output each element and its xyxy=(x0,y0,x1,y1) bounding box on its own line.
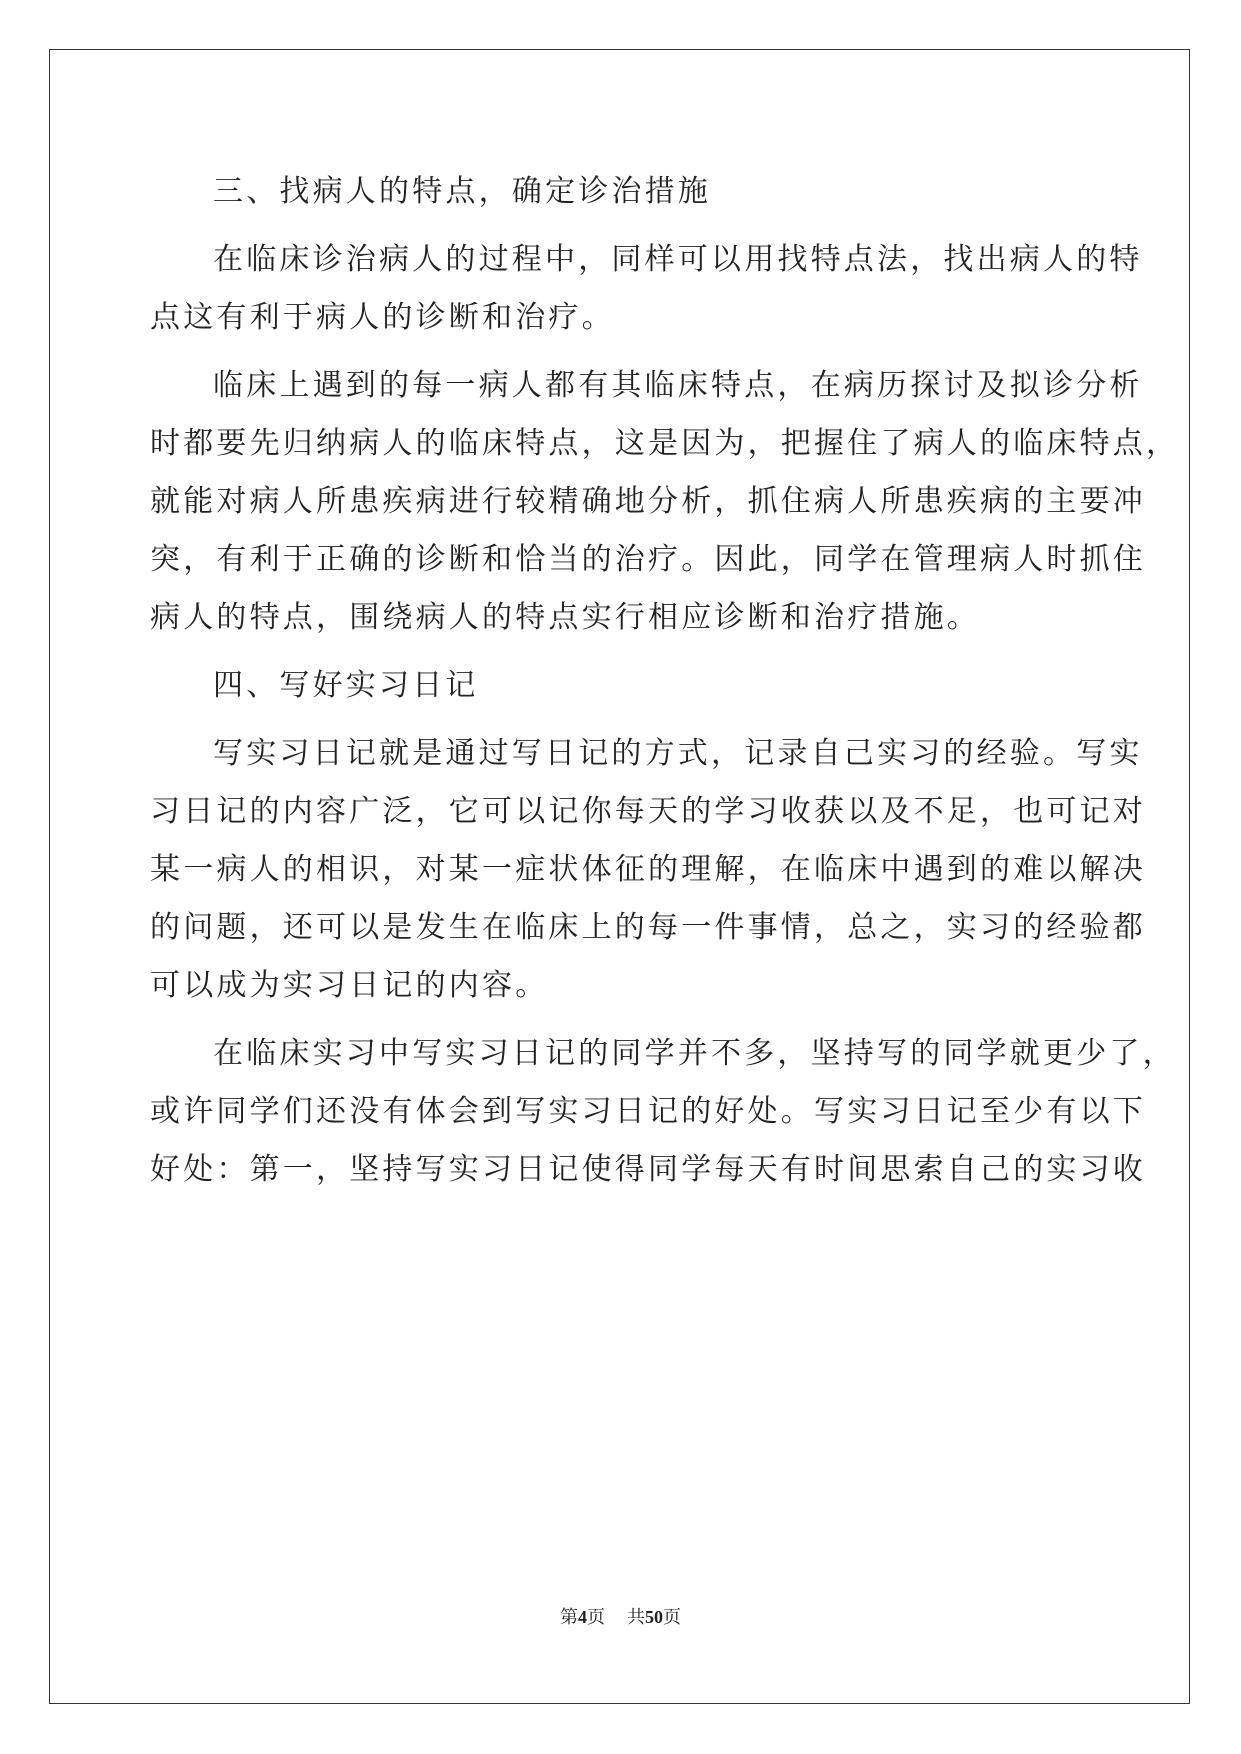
paragraph-line: 病人的特点，围绕病人的特点实行相应诊断和治疗措施。 xyxy=(150,600,980,635)
section-heading-3: 三、找病人的特点，确定诊治措施 xyxy=(213,174,711,209)
total-pages: 50 xyxy=(645,1607,663,1627)
page-footer xyxy=(0,1603,1241,1629)
paragraph-line: 就能对病人所患疾病进行较精确地分析，抓住病人所患疾病的主要冲 xyxy=(150,484,1146,519)
paragraph-line: 可以成为实习日记的内容。 xyxy=(150,968,549,1003)
page-suffix: 页 xyxy=(587,1607,605,1627)
total-suffix: 页 xyxy=(663,1607,681,1627)
paragraph-line: 写实习日记就是通过写日记的方式，记录自己实习的经验。写实 xyxy=(213,736,1143,771)
document-body xyxy=(150,163,1180,1199)
paragraph-line: 点这有利于病人的诊断和治疗。 xyxy=(150,300,615,335)
page-number: 4 xyxy=(578,1607,587,1627)
paragraph-line: 时都要先归纳病人的临床特点，这是因为，把握住了病人的临床特点， xyxy=(150,426,1180,461)
paragraph-line: 或许同学们还没有体会到写实习日记的好处。写实习日记至少有以下 xyxy=(150,1094,1146,1129)
section-heading-4: 四、写好实习日记 xyxy=(213,668,479,703)
paragraph-line: 临床上遇到的每一病人都有其临床特点，在病历探讨及拟诊分析 xyxy=(213,368,1143,403)
paragraph-line: 在临床诊治病人的过程中，同样可以用找特点法，找出病人的特 xyxy=(213,242,1143,277)
total-prefix: 共 xyxy=(627,1607,645,1627)
paragraph-line: 突，有利于正确的诊断和恰当的治疗。因此，同学在管理病人时抓住 xyxy=(150,542,1146,577)
paragraph-line: 某一病人的相识，对某一症状体征的理解，在临床中遇到的难以解决 xyxy=(150,852,1146,887)
paragraph-line: 的问题，还可以是发生在临床上的每一件事情，总之，实习的经验都 xyxy=(150,910,1146,945)
paragraph-line: 好处：第一，坚持写实习日记使得同学每天有时间思索自己的实习收 xyxy=(150,1152,1146,1187)
paragraph-line: 在临床实习中写实习日记的同学并不多，坚持写的同学就更少了， xyxy=(213,1036,1176,1071)
page-prefix: 第 xyxy=(560,1607,578,1627)
paragraph-line: 习日记的内容广泛，它可以记你每天的学习收获以及不足，也可记对 xyxy=(150,794,1146,829)
